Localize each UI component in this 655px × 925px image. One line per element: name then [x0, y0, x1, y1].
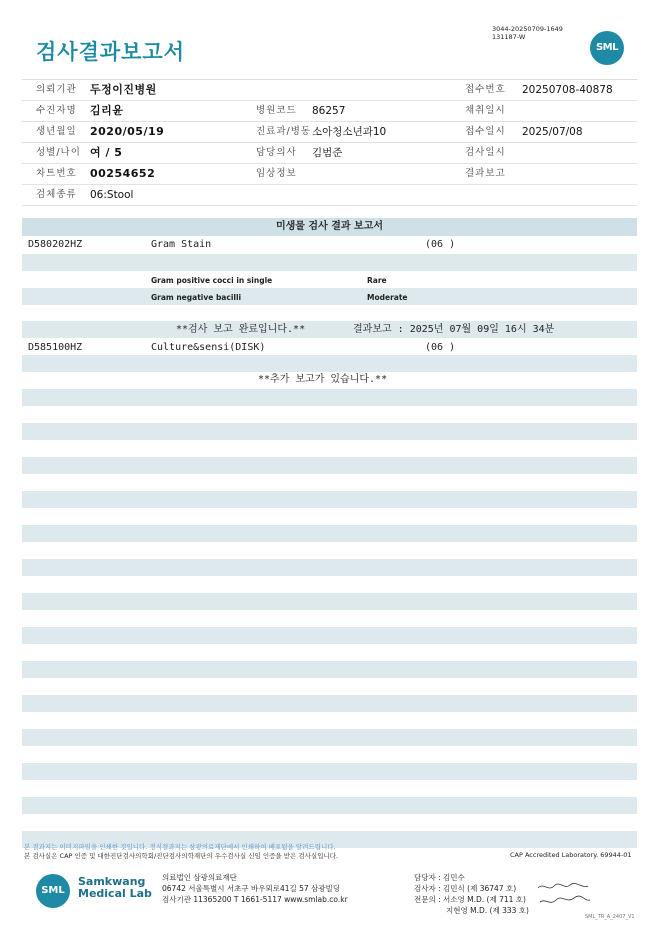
finding2-name: Gram negative bacilli: [151, 293, 242, 302]
staff-list: [414, 872, 529, 916]
patient-name-value: 김리윤: [90, 104, 124, 117]
lab-street: 06742 서울특별시 서초구 바우뫼로41길 57 삼광빌딩: [162, 884, 341, 893]
receipt-date-value: 2025/07/08: [522, 126, 583, 138]
test2-specimen: (06 ): [425, 342, 456, 353]
specimen-value: 06:Stool: [90, 189, 134, 201]
lab-name: 의료법인 삼광의료재단: [162, 873, 237, 882]
chart-no-value: 00254652: [90, 167, 156, 180]
test2-name: Culture&sensi(DISK): [151, 342, 266, 353]
dept-label: 진료과/병동: [256, 126, 312, 137]
sex-age-label: 성별/나이: [36, 147, 81, 158]
row-band: [22, 661, 637, 678]
info-row: [22, 164, 637, 185]
staff-tester: 검사자 : 김민식 (제 36747 호): [414, 884, 517, 893]
row-band: [22, 457, 637, 474]
row-band: [22, 491, 637, 508]
row-band: [22, 389, 637, 406]
report-complete-note: **검사 보고 완료입니다.**: [176, 324, 306, 335]
report-timestamp: 결과보고 : 2025년 07월 09일 16시 34분: [353, 324, 555, 335]
birth-value: 2020/05/19: [90, 125, 165, 138]
hospital-code-label: 병원코드: [256, 105, 297, 116]
document-id: [492, 25, 563, 41]
brand-name: [78, 876, 152, 900]
section-title: 미생물 검사 결과 보고서: [22, 218, 637, 236]
row-band: [22, 288, 637, 305]
row-band: [22, 423, 637, 440]
row-band: [22, 627, 637, 644]
requesting-org-label: 의뢰기관: [36, 84, 77, 95]
specimen-label: 검체종류: [36, 189, 77, 200]
doctor-value: 김범준: [312, 147, 343, 159]
requesting-org-value: 두정이진병원: [90, 83, 157, 96]
test1-name: Gram Stain: [151, 239, 212, 250]
birth-label: 생년월일: [36, 126, 77, 137]
receipt-no-label: 접수번호: [465, 84, 506, 95]
report-date-label: 결과보고: [465, 168, 506, 179]
finding1-name: Gram positive cocci in single: [151, 276, 273, 285]
info-row: [22, 101, 637, 122]
test-date-label: 검사일시: [465, 147, 506, 158]
print-notice: 본 결과지는 이미지파일을 인쇄한 것입니다. 정식결과지는 삼광의료재단에서 인쇄하여 배포됨을 알려드립니다.: [24, 843, 336, 851]
form-number: SML_TR_A_2407_V1: [585, 914, 635, 920]
row-band: [22, 559, 637, 576]
lab-contact: 검사기관 11365200 T 1661-5117 www.smlab.co.kr: [162, 895, 348, 904]
row-band: [22, 355, 637, 372]
row-band: [22, 525, 637, 542]
test2-code: D585100HZ: [28, 342, 83, 353]
staff-specialist: 전문의 : 서소영 M.D. (제 711 호): [414, 895, 526, 904]
test1-code: D580202HZ: [28, 239, 83, 250]
info-row: [22, 185, 637, 206]
patient-name-label: 수진자명: [36, 105, 77, 116]
row-band: [22, 593, 637, 610]
row-band: [22, 695, 637, 712]
info-row: [22, 80, 637, 101]
row-band: [22, 763, 637, 780]
doctor-label: 담당의사: [256, 147, 297, 158]
chart-no-label: 차트번호: [36, 168, 77, 179]
patient-info-table: [22, 79, 637, 206]
sex-age-value: 여 / 5: [90, 146, 123, 159]
dept-value: 소아청소년과10: [312, 126, 387, 138]
finding2-value: Moderate: [367, 293, 408, 302]
brand-line1: Samkwang: [78, 875, 146, 888]
collection-date-label: 채취일시: [465, 105, 506, 116]
cap-accreditation: CAP Accredited Laboratory. 69944-01: [510, 851, 632, 859]
lab-address: [162, 872, 348, 905]
receipt-date-label: 접수일시: [465, 126, 506, 137]
document-id-line2: 131187-W: [492, 33, 526, 41]
signature-marks: [536, 880, 592, 910]
test1-specimen: (06 ): [425, 239, 456, 250]
report-title: 검사결과보고서: [36, 40, 186, 64]
accreditation-notice: 본 검사실은 CAP 인증 및 대한진단검사의학회/진단검사의학재단의 우수검사실 신임 인증을 받은 검사실입니다.: [24, 852, 339, 860]
row-band: [22, 254, 637, 271]
document-id-line1: 3044-20250709-1649: [492, 25, 563, 33]
receipt-no-value: 20250708-40878: [522, 84, 613, 96]
info-row: [22, 143, 637, 164]
hospital-code-value: 86257: [312, 105, 346, 117]
row-band: [22, 797, 637, 814]
clinical-info-label: 임상정보: [256, 168, 297, 179]
row-band: [22, 729, 637, 746]
finding1-value: Rare: [367, 276, 387, 285]
sml-logo: SML: [590, 31, 624, 65]
staff-specialist2: 지현영 M.D. (제 333 호): [446, 906, 529, 915]
footer-sml-logo: SML: [36, 874, 70, 908]
info-row: [22, 122, 637, 143]
staff-contact: 담당자 : 김민수: [414, 873, 465, 882]
brand-line2: Medical Lab: [78, 887, 152, 900]
additional-report-note: **추가 보고가 있습니다.**: [258, 374, 388, 385]
